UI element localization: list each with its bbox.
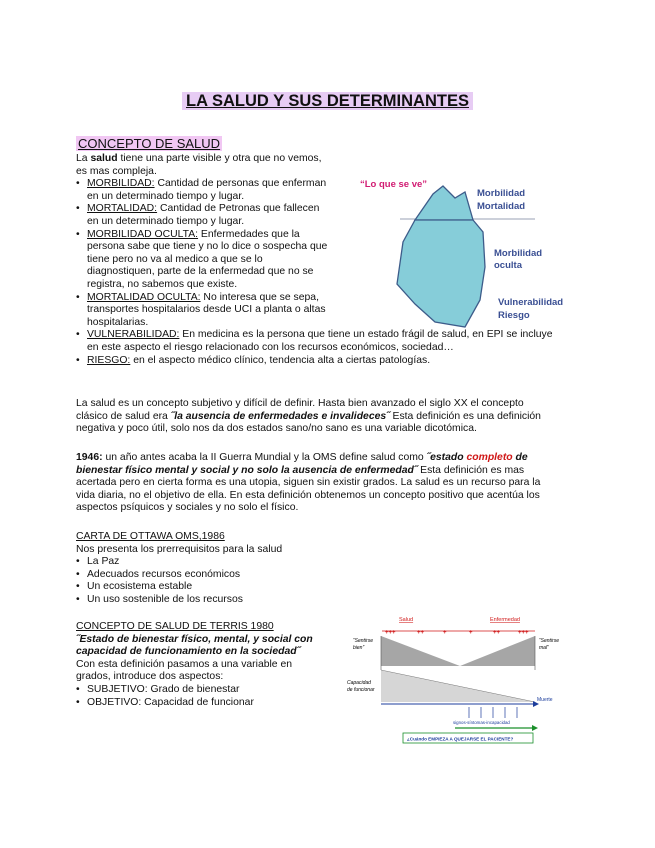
concepto-heading-text: CONCEPTO DE SALUD — [78, 136, 221, 151]
salud-label: Salud — [399, 617, 414, 623]
sentirse-mal-label-1: “Sentirse — [539, 638, 560, 644]
paragraph-oms-1946 — [76, 452, 576, 515]
para1-line: negativa y poco útil, solo nos da dos estados sano/no sano es una variable dicotómica. — [76, 423, 477, 435]
plus-mark: + — [469, 630, 473, 636]
vulnerabilidad-label: Vulnerabilidad — [498, 297, 564, 308]
bullet-term: MORBILIDAD: — [87, 178, 155, 190]
terris-text: Con esta definición pasamos a una variable en — [76, 658, 293, 670]
para2-line: acertada pero en cierta forma es una utopia, siguen sin existir grados. La salud es un recurso para la — [76, 477, 541, 489]
capacidad-label-1: Capacidad — [347, 680, 371, 686]
para2-completo: completo — [466, 452, 513, 463]
terris-definition: ˝Estado de bienestar físico, mental, y social con — [76, 633, 313, 645]
bullet-text: en el aspecto médico clínico, tendencia alta a ciertas patologías. — [130, 354, 431, 366]
bullet-text: en un determinado tiempo y lugar. — [87, 190, 245, 202]
bullet-term: VULNERABILIDAD: — [87, 329, 180, 341]
plus-mark: + — [443, 630, 447, 636]
ottawa-item: • Adecuados recursos económicos — [76, 569, 376, 582]
morbilidad-oculta-label-2: oculta — [494, 260, 522, 271]
mortalidad-label: Mortalidad — [477, 201, 526, 212]
ottawa-section — [76, 531, 376, 607]
iceberg-body — [397, 220, 485, 327]
bullet-text: En medicina es la persona que tiene un estado frágil de salud, en EPI se incluye — [179, 329, 553, 341]
morbilidad-oculta-label-1: Morbilidad — [494, 248, 543, 259]
bullet-text: transportes hospitalarios desde UCI a planta o altas — [87, 304, 326, 316]
terris-text: grados, introduce dos aspectos: — [76, 671, 224, 683]
sentirse-mal-label-2: mal” — [539, 645, 549, 651]
para2-line — [76, 465, 576, 478]
lo-que-se-ve-label: “Lo que se ve” — [360, 179, 428, 190]
para2-year: 1946: — [76, 452, 103, 463]
bullet-text: Cantidad de Petronas que fallecen — [157, 203, 320, 215]
sentirse-bien-label-1: “Sentirse — [353, 638, 374, 644]
bullet-term: MORBILIDAD OCULTA: — [87, 228, 199, 240]
sentirse-bien-wedge — [381, 636, 460, 666]
morbilidad-label: Morbilidad — [477, 188, 526, 199]
intro-line2: es mas compleja. — [76, 165, 157, 177]
para2-quote: ˝estado — [426, 452, 467, 463]
ottawa-item: • Un ecosistema estable — [76, 581, 376, 594]
bullet-text: diagnostiquen, parte de la enfermedad que no se — [87, 266, 314, 278]
bullet-text: en este aspecto el riesgo relacionado con los recursos económicos, sociedad… — [87, 341, 454, 353]
signos-label: signos-síntomas-incapacidad — [453, 720, 510, 725]
progression-arrow — [532, 725, 538, 731]
bullet-term: MORTALIDAD OCULTA: — [87, 291, 201, 303]
para1-line: La salud es un concepto subjetivo y difícil de definir. Hasta bien avanzado el siglo XX el concepto — [76, 398, 524, 409]
bullet-riesgo — [76, 355, 576, 368]
para1-quote: ˝la ausencia de enfermedades e invalideces˝ — [170, 410, 390, 422]
para2-line — [76, 452, 576, 465]
plus-mark: ++ — [417, 630, 425, 636]
ottawa-heading: CARTA DE OTTAWA OMS,1986 — [76, 531, 225, 542]
bullet-text: tiene pero no va al medico a que se lo — [87, 253, 263, 265]
concepto-intro — [76, 153, 576, 166]
enfermedad-label: Enfermedad — [490, 617, 520, 623]
terris-definition: capacidad de funcionamiento en la sociedad˝ — [76, 646, 301, 658]
plus-mark: ++ — [493, 630, 501, 636]
terris-heading: CONCEPTO DE SALUD DE TERRIS 1980 — [76, 621, 274, 632]
plus-mark: +++ — [518, 630, 529, 636]
terris-diagram — [345, 612, 570, 747]
ottawa-item: • Un uso sostenible de los recursos — [76, 594, 376, 607]
capacidad-label-2: de funcionar — [347, 687, 375, 693]
intro-post: tiene una parte visible y otra que no vemos, — [117, 153, 322, 164]
bullet-text: Cantidad de personas que enferman — [154, 178, 327, 190]
intro-pre: La — [76, 153, 91, 164]
paragraph-salud-concepto — [76, 398, 576, 436]
para2-quote: de — [512, 452, 528, 463]
para2-text: un año antes acaba la II Guerra Mundial y la OMS define salud como — [102, 452, 427, 463]
ottawa-item: • La Paz — [76, 556, 376, 569]
para2-line: aspectos psíquicos y sociales y no solo el físico. — [76, 502, 299, 514]
concepto-heading — [76, 135, 222, 153]
para2-quote: bienestar físico mental y social y no solo la ausencia de enfermedad˝ — [76, 464, 418, 476]
bullet-text: hospitalarias. — [87, 316, 149, 328]
terris-item: • OBJETIVO: Capacidad de funcionar — [76, 697, 346, 710]
bullet-term: MORTALIDAD: — [87, 203, 158, 215]
bullet-text: persona sabe que tiene y no lo dice o sospecha que — [87, 241, 328, 253]
bullet-text: registra, no sabemos que existe. — [87, 278, 238, 290]
para1-line — [76, 411, 576, 424]
bullet-text: en un determinado tiempo y lugar. — [87, 215, 245, 227]
riesgo-label: Riesgo — [498, 310, 530, 321]
para2-line: vida diaria, no el objetivo de ella. En esta definición obtenemos un concepto positivo que acentúa los — [76, 489, 540, 501]
plus-mark: +++ — [385, 630, 396, 636]
para2-text: Esta definición es mas — [417, 464, 525, 476]
para1-text: clásico de salud era — [76, 410, 171, 422]
bullet-vulnerabilidad — [76, 329, 576, 354]
page-title — [0, 92, 655, 111]
page-title-text: LA SALUD Y SUS DETERMINANTES — [182, 92, 473, 110]
iceberg-figure — [355, 172, 585, 332]
sentirse-bien-label-2: bien” — [353, 645, 365, 651]
para1-text: Esta definición es una definición — [389, 410, 541, 422]
ottawa-intro: Nos presenta los prerrequisitos para la salud — [76, 543, 283, 555]
iceberg-tip — [415, 186, 473, 220]
bullet-term: RIESGO: — [87, 354, 131, 366]
bullet-text: Enfermedades que la — [198, 228, 300, 240]
intro-bold: salud — [90, 153, 118, 164]
question-text: ¿Cuándo EMPIEZA A QUEJARSE EL PACIENTE? — [407, 736, 514, 742]
sentirse-mal-wedge — [460, 636, 535, 666]
bullet-text: No interesa que se sepa, — [200, 291, 319, 303]
muerte-label: Muerte — [537, 697, 553, 703]
symptom-arrows — [469, 707, 517, 718]
terris-item: • SUBJETIVO: Grado de bienestar — [76, 684, 346, 697]
terris-section — [76, 621, 346, 709]
